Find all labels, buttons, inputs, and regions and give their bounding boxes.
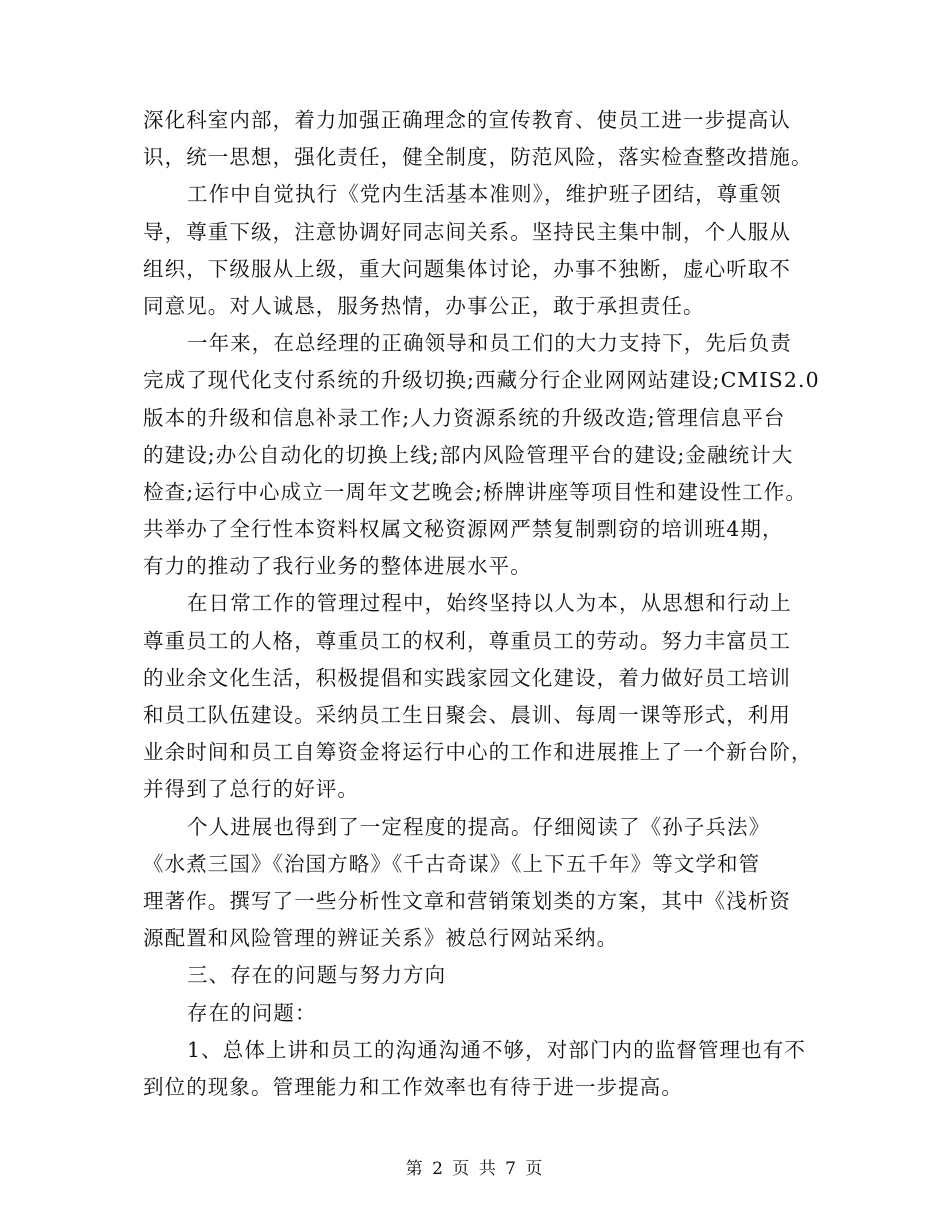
text-line: 工作中自觉执行《党内生活基本准则》，维护班子团结，尊重领	[187, 182, 782, 207]
text-line: 导，尊重下级，注意协调好同志间关系。坚持民主集中制，个人服从	[143, 219, 791, 244]
text-line: 源配置和风险管理的辨证关系》被总行网站采纳。	[143, 926, 619, 951]
text-line: 版本的升级和信息补录工作;人力资源系统的升级改造;管理信息平台	[143, 405, 786, 430]
text-line: 在日常工作的管理过程中，始终坚持以人为本，从思想和行动上	[187, 591, 792, 616]
text-line: 的业余文化生活，积极提倡和实践家园文化建设，着力做好员工培训	[143, 665, 791, 690]
text-line: 组织，下级服从上级，重大问题集体讨论，办事不独断，虚心听取不	[143, 256, 791, 281]
text-line: 尊重员工的人格，尊重员工的权利，尊重员工的劳动。努力丰富员工	[143, 628, 791, 653]
text-line: 深化科室内部，着力加强正确理念的宣传教育、使员工进一步提高认	[143, 108, 791, 132]
text-line: 有力的推动了我行业务的整体进展水平。	[143, 554, 532, 579]
text-line: 的建设;办公自动化的切换上线;部内风险管理平台的建设;金融统计大	[143, 442, 794, 467]
text-line: 理著作。撰写了一些分析性文章和营销策划类的方案，其中《浅析资	[143, 888, 791, 913]
text-line: 个人进展也得到了一定程度的提高。仔细阅读了《孙子兵法》	[187, 814, 771, 839]
text-line: 检查;运行中心成立一周年文艺晚会;桥牌讲座等项目性和建设性工作。	[143, 479, 808, 504]
text-line: 同意见。对人诚恳，服务热情，办事公正，敢于承担责任。	[143, 293, 705, 318]
text-line: 并得到了总行的好评。	[143, 777, 359, 802]
document-body	[143, 102, 820, 1106]
page-footer: 第 2 页 共 7 页	[405, 1159, 545, 1179]
text-line: 和员工队伍建设。采纳员工生日聚会、晨训、每周一课等形式，利用	[143, 703, 791, 727]
text-line: 一年来，在总经理的正确领导和员工们的大力支持下，先后负责	[187, 331, 792, 356]
section-heading: 三、存在的问题与努力方向	[187, 963, 447, 988]
text-line: 识，统一思想，强化责任，健全制度，防范风险，落实检查整改措施。	[143, 145, 813, 170]
subheading: 存在的问题：	[187, 1000, 317, 1025]
text-line: 共举办了全行性本资料权属文秘资源网严禁复制剽窃的培训班4期，	[143, 517, 784, 542]
text-line: 1、总体上讲和员工的沟通沟通不够，对部门内的监督管理也有不	[187, 1037, 806, 1062]
text-line: 完成了现代化支付系统的升级切换;西藏分行企业网网站建设;CMIS2.0	[143, 368, 820, 393]
text-line: 业余时间和员工自筹资金将运行中心的工作和进展推上了一个新台阶，	[143, 740, 813, 765]
text-line: 《水煮三国》《治国方略》《千古奇谋》《上下五千年》等文学和管	[143, 851, 761, 876]
text-line: 到位的现象。管理能力和工作效率也有待于进一步提高。	[143, 1074, 683, 1099]
